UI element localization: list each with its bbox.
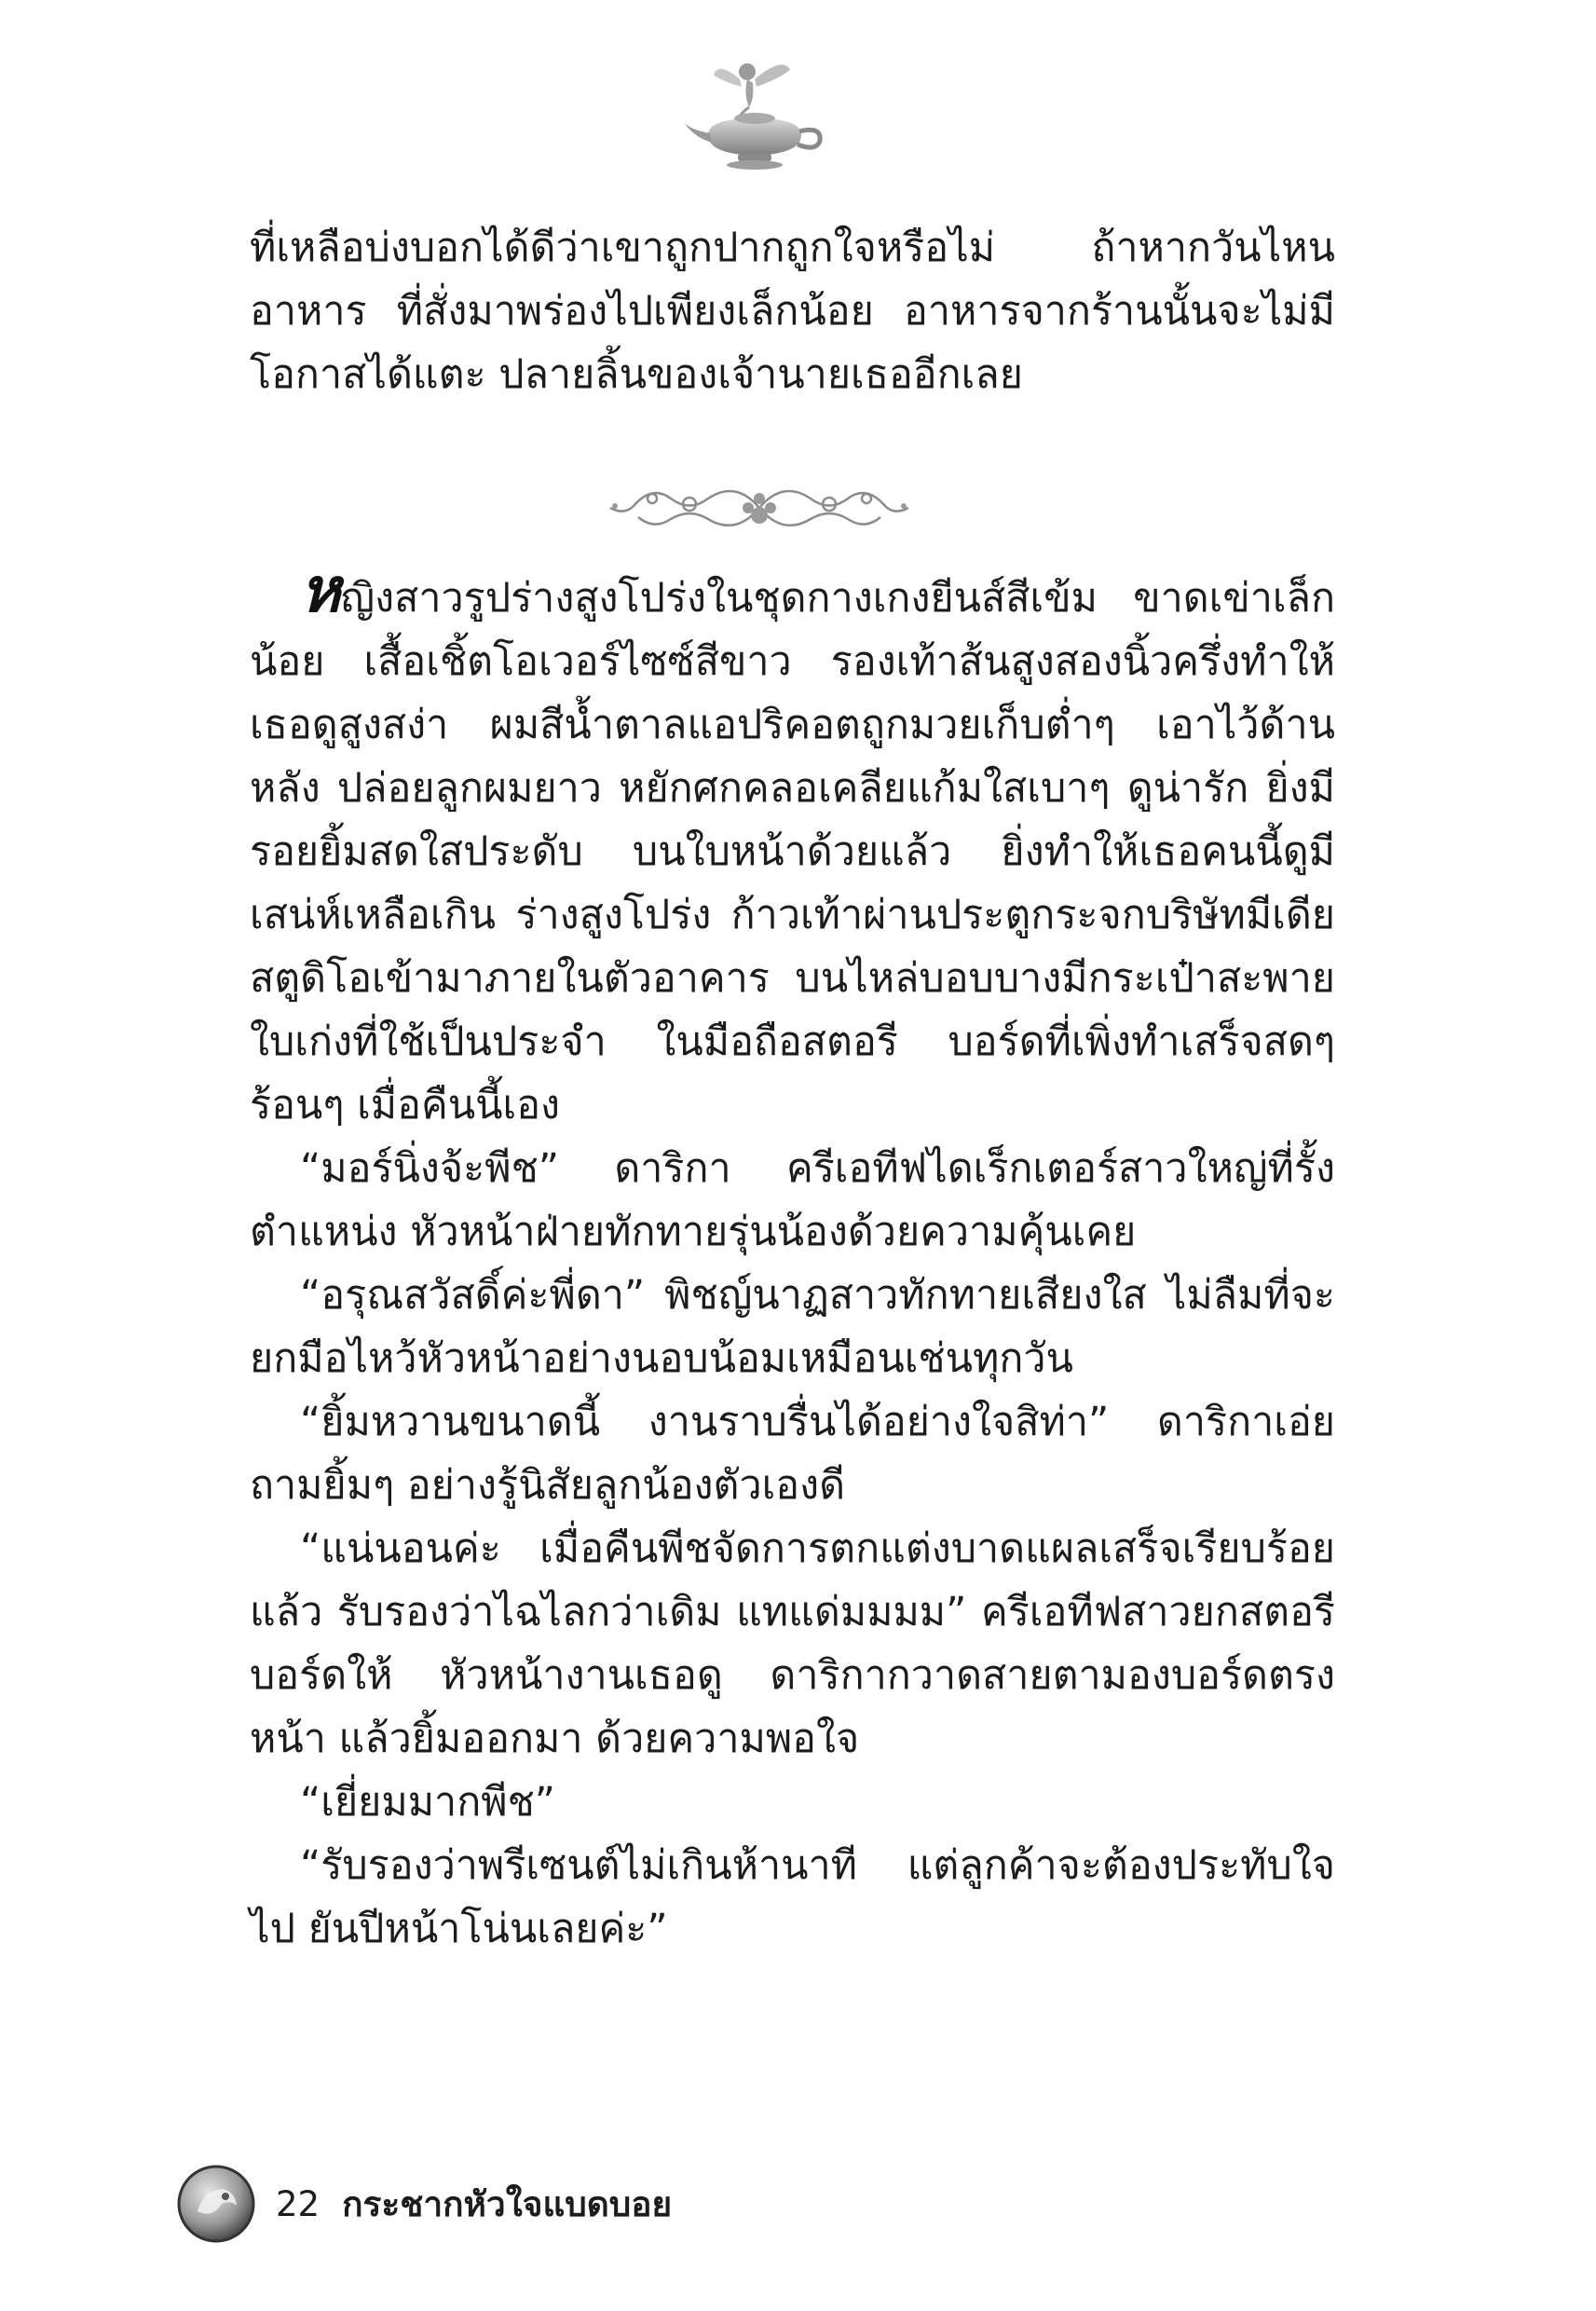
paragraph-opening — [250, 554, 1335, 1137]
paragraph: “อรุณสวัสดิ์ค่ะพี่ดา” พิชญ์นาฏสาวทักทายเสียงใส ไม่ลืมที่จะ ยกมือไหว้หัวหน้าอย่างนอบน้อมเหมือนเช่นทุกวัน — [250, 1272, 1335, 1382]
book-title: กระชากหัวใจแบดบอย — [342, 2183, 673, 2224]
drop-cap: ห — [300, 554, 341, 626]
page-footer — [175, 2162, 672, 2246]
paragraph: “ยิ้มหวานขนาดนี้ งานราบรื่นได้อย่างใจสิท่า” ดาริกาเอ่ยถามยิ้มๆ อย่างรู้นิสัยลูกน้องตัวเองดี — [250, 1399, 1335, 1509]
paragraph: “มอร์นิ่งจ้ะพีช” ดาริกา ครีเอทีฟไดเร็กเตอร์สาวใหญ่ที่รั้งตำแหน่ง หัวหน้าฝ่ายทักทายรุ่นน้องด้วยความคุ้นเคย — [250, 1145, 1335, 1255]
coin-emblem-icon — [175, 2163, 257, 2245]
page-number: 22 — [276, 2183, 321, 2224]
paragraph: ที่เหลือบ่งบอกได้ดีว่าเขาถูกปากถูกใจหรือไม่ ถ้าหากวันไหนอาหาร ที่สั่งมาพร่องไปเพียงเล็กน้อย อาหารจากร้านนั้นจะไม่มีโอกาสได้แตะ ปลายลิ้นของเจ้านายเธออีกเลย — [250, 225, 1335, 398]
paragraph: “เยี่ยมมากพีช” — [300, 1779, 556, 1826]
paragraph: “รับรองว่าพรีเซนต์ไม่เกินห้านาที แต่ลูกค้าจะต้องประทับใจไป ยันปีหน้าโน่นเลยค่ะ” — [250, 1842, 1335, 1952]
fairy-lamp-icon — [680, 51, 829, 172]
paragraph: “แน่นอนค่ะ เมื่อคืนพีชจัดการตกแต่งบาดแผลเสร็จเรียบร้อยแล้ว รับรองว่าไฉไลกว่าเดิม แทแด่มมมม” ครีเอทีฟสาวยกสตอรีบอร์ดให้ หัวหน้างานเธอดู ดาริกากวาดสายตามองบอร์ดตรงหน้า แล้วยิ้มออกมา ด้วยความพอใจ — [250, 1525, 1335, 1762]
text-block-main — [250, 554, 1335, 1961]
paragraph-text: ญิงสาวรูปร่างสูงโปร่งในชุดกางเกงยีนส์สีเข้ม ขาดเข่าเล็กน้อย เสื้อเชิ้ตโอเวอร์ไซซ์สีขาว รองเท้าส้นสูงสองนิ้วครึ่งทำให้เธอดูสูงสง่า ผมสีน้ำตาลแอปริคอตถูกมวยเก็บต่ำๆ เอาไว้ด้านหลัง ปล่อยลูกผมยาว หยักศกคลอเคลียแก้มใสเบาๆ ดูน่ารัก ยิ่งมีรอยยิ้มสดใสประดับ บนใบหน้าด้วยแล้ว ยิ่งทำให้เธอคนนี้ดูมีเสน่ห์เหลือเกิน ร่างสูงโปร่ง ก้าวเท้าผ่านประตูกระจกบริษัทมีเดียสตูดิโอเข้ามาภายในตัวอาคาร บนไหล่บอบบางมีกระเป๋าสะพายใบเก่งที่ใช้เป็นประจำ ในมือถือสตอรี บอร์ดที่เพิ่งทำเสร็จสดๆ ร้อนๆ เมื่อคืนนี้เอง — [250, 575, 1335, 1128]
floral-divider-icon — [596, 471, 922, 545]
text-block-top — [250, 216, 1335, 406]
